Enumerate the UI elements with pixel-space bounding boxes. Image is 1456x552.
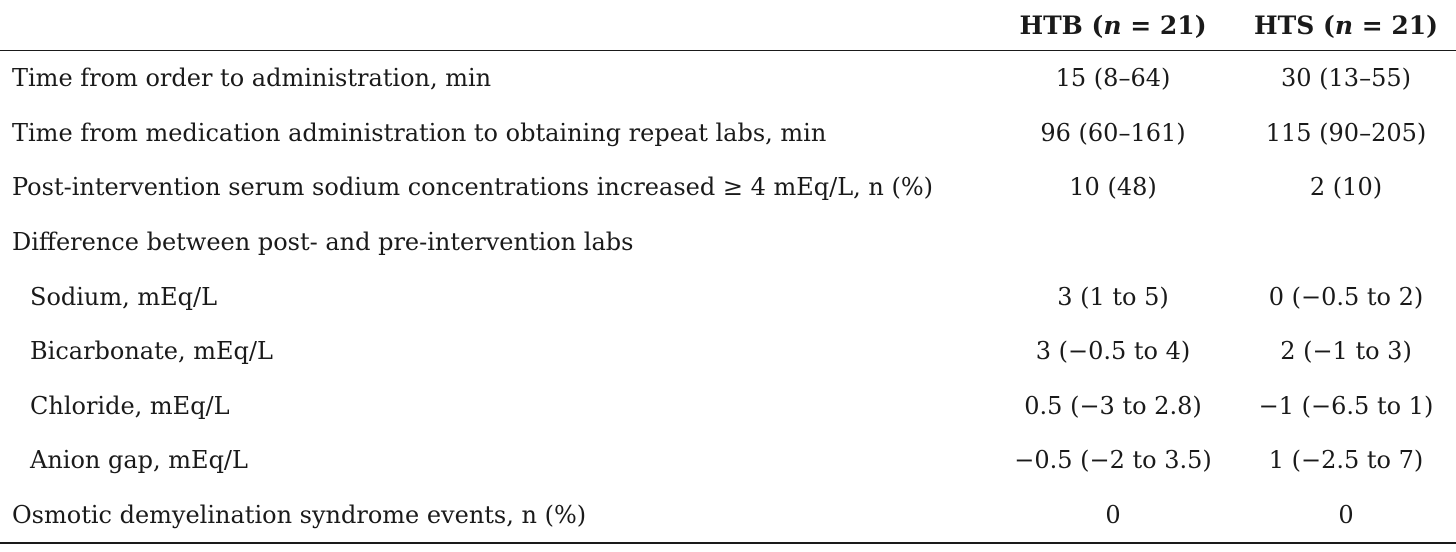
header-htb xyxy=(990,0,1236,51)
header-hts-count: = 21) xyxy=(1353,10,1438,40)
row-htb-value: 10 (48) xyxy=(1069,173,1157,202)
row-hts-value: 30 (13–55) xyxy=(1281,64,1411,93)
header-label-cell xyxy=(0,0,990,51)
row-hts-value: 2 (−1 to 3) xyxy=(1280,337,1412,366)
table-row xyxy=(0,269,1456,324)
row-htb-value: 15 (8–64) xyxy=(1055,64,1171,93)
row-htb-value: 0 xyxy=(990,488,1236,544)
row-hts-value: 2 (10) xyxy=(1309,173,1383,202)
table-row xyxy=(0,324,1456,379)
table-body xyxy=(0,51,1456,544)
table-row xyxy=(0,488,1456,544)
row-hts-value: 0 (−0.5 to 2) xyxy=(1268,282,1424,311)
row-htb-value: 3 (1 to 5) xyxy=(1057,282,1169,311)
header-hts-name: HTS xyxy=(1253,10,1315,40)
row-hts-value: 0 xyxy=(1236,488,1456,544)
table-row xyxy=(0,379,1456,434)
row-label: Sodium, mEq/L xyxy=(30,282,218,311)
row-htb-value: 96 (60–161) xyxy=(1040,118,1186,147)
header-row xyxy=(0,0,1456,51)
section-label: Difference between post- and pre-intervention labs xyxy=(12,228,634,257)
row-hts-value: −1 (−6.5 to 1) xyxy=(1258,391,1434,420)
header-hts xyxy=(1236,0,1456,51)
header-htb-name: HTB xyxy=(1019,10,1083,40)
row-hts-value: 115 (90–205) xyxy=(1265,118,1427,147)
table-row xyxy=(0,160,1456,215)
row-htb-value xyxy=(990,215,1236,270)
row-hts-value xyxy=(1236,215,1456,270)
row-htb-value: 0.5 (−3 to 2.8) xyxy=(1024,391,1202,420)
row-htb-value: −0.5 (−2 to 3.5) xyxy=(1014,446,1212,475)
table-row xyxy=(0,51,1456,106)
row-label: Chloride, mEq/L xyxy=(30,391,230,420)
row-htb-value: 3 (−0.5 to 4) xyxy=(1035,337,1191,366)
row-label: Bicarbonate, mEq/L xyxy=(30,337,273,366)
header-htb-n: n xyxy=(1103,10,1122,40)
header-htb-open: ( xyxy=(1091,10,1104,40)
row-label: Osmotic demyelination syndrome events, n (%) xyxy=(0,488,990,544)
row-label: Time from medication administration to obtaining repeat labs, min xyxy=(12,118,827,147)
table-row xyxy=(0,433,1456,488)
header-htb-count: = 21) xyxy=(1121,10,1207,40)
row-label: Time from order to administration, min xyxy=(12,64,492,93)
header-hts-n: n xyxy=(1334,10,1354,40)
row-hts-value: 1 (−2.5 to 7) xyxy=(1268,446,1424,475)
table-section-row xyxy=(0,215,1456,270)
row-label: Anion gap, mEq/L xyxy=(30,446,248,475)
header-hts-open: ( xyxy=(1322,10,1335,40)
table-header xyxy=(0,0,1456,51)
table-row xyxy=(0,106,1456,161)
row-label: Post-intervention serum sodium concentrations increased ≥ 4 mEq/L, n (%) xyxy=(12,173,933,202)
